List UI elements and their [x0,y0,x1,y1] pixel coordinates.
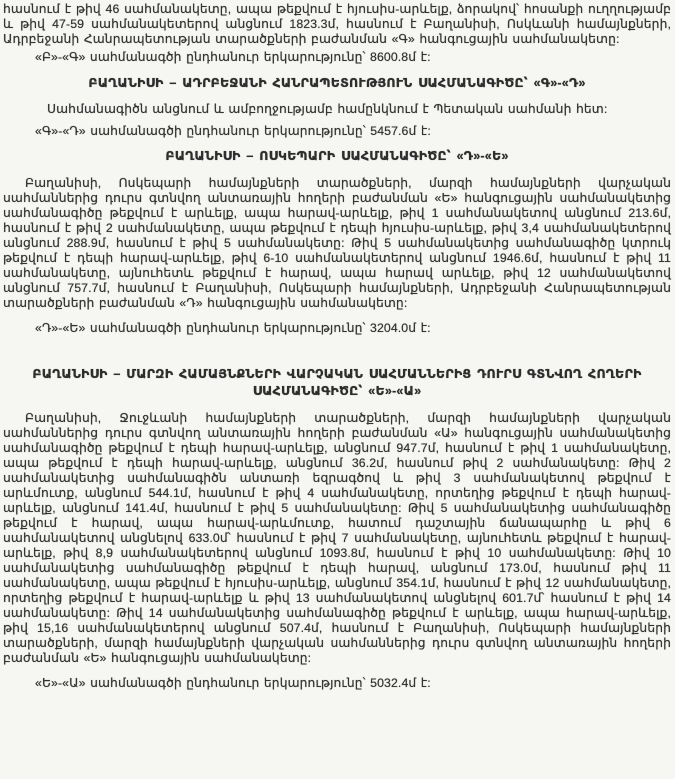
heading-baghanis-forest-lands: ԲԱՂԱՆԻՍԻ – ՄԱՐԶԻ ՀԱՄԱՅՆՔՆԵՐԻ ՎԱՐՉԱԿԱՆ ՍԱՀՄԱՆՆԵՐԻՑ ԴՈՒՐՍ ԳՏՆՎՈՂ ՀՈՂԵՐԻ ՍԱՀՄԱՆԱԳԻԾԸ՝ «Ե»-«Ա» [32,367,642,398]
voskepar-boundary-paragraph: Բաղանիսի, Ոսկեպարի համայնքների տարածքների, մարզի համայնքների վարչական սահմաններից դուրս գտնվող անտառային հողերի բաժանման «Ե» հանգուցային սահմանակետից սահմանագիծը թեքվում է արևելք, ապա հարավ-արևելք, թիվ 1 սահմանակետով անցնում 213.6մ, հասնում է թիվ 2 սահմանակետը, ապա թեքվում է դեպի հյուսիս-արևելք, թիվ 3,4 սահմանակետերով անցնում 288.9մ, հասնում է թիվ 5 սահմանակետը: Թիվ 5 սահմանակետից սահմանագիծը կտրուկ թեքվում է դեպի հարավ-արևելք, թիվ 6-10 սահմանակետերով անցնում 1946.6մ, հասնում է թիվ 11 սահմանակետը, այնուհետև թեքվում է հարավ, ապա հարավ արևելք, թիվ 12 սահմանակետով անցնում 757.7մ, հասնում է Բաղանիսի, Ոսկեպարի համայնքների, Ադրբեջանի Հանրապետության տարածքների բաժանման «Դ» հանգուցային սահմանակետը: [3,176,671,310]
forest-boundary-paragraph: Բաղանիսի, Ջուջևանի համայնքների տարածքների, մարզի համայնքների վարչական սահմաններից դուրս գտնվող անտառային հողերի բաժանման «Ա» հանգուցային սահմանակետից սահմանագիծը թեքվում է դեպի հարավ-արևելք, անցնում 947.7մ, հասնում է թիվ 1 սահմանակետը, ապա թեքվում է դեպի հարավ-արևելք, անցնում 36.2մ, հասնում թիվ 2 սահմանակետը: Թիվ 2 սահմանակետից սահմանագիծն անտառի եզրագծով և թիվ 3 սահմանակետով թեքվում է արևմուտք, անցնում 544.1մ, հասնում է թիվ 4 սահմանակետը, որտեղից թեքվում է դեպի հարավ-արևելք, անցնում 141.4մ, հասնում է թիվ 5 սահմանակետը: Թիվ 5 սահմանակետից սահմանագիծը թեքվում է հարավ, ապա հարավ-արևմուտք, հատում դաշտային ճանապարհը և թիվ 6 սահմանակետով անցնելով 633.0մ՝ հասնում է թիվ 7 սահմանակետը, այնուհետև թեքվում է հարավ-արևելք, թիվ 8,9 սահմանակետերով անցնում 1093.8մ, հասնում է թիվ 10 սահմանակետը: Թիվ 10 սահմանակետից սահմանագիծը թեքվում է դեպի հարավ, անցնում 173.0մ, հասնում թիվ 11 սահմանակետը, ապա թեքվում է հյուսիս-արևելք, անցնում 354.1մ, հասնում է թիվ 12 սահմանակետը, որտեղից թեքվում է հարավ-արևելք և թիվ 13 սահմանակետով անցնելով 601.7մ՝ հասնում է թիվ 14 սահմանակետը: Թիվ 14 սահմանակետից սահմանագիծը թեքվում է արևելք, ապա հարավ-արևելք, թիվ 15,16 սահմանակետերով անցնում 507.4մ, հասնում է Բաղանիսի, Ոսկեպարի համայնքների տարածքների, մարզի համայնքների վարչական սահմաններից դուրս գտնվող անտառային հողերի բաժանման «Ե» հանգուցային սահմանակետը: [3,411,671,665]
state-border-note: Սահմանագիծն անցնում և ամբողջությամբ համընկնում է Պետական սահմանի հետ: [47,102,608,116]
gd-total-length-line: «Գ»-«Դ» սահմանագծի ընդհանուր երկարությունը՝ 5457.6մ է: [35,124,431,138]
heading-baghanis-voskepar: ԲԱՂԱՆԻՍԻ – ՈՍԿԵՊԱՐԻ ՍԱՀՄԱՆԱԳԻԾԸ՝ «Դ»-«Ե» [165,149,509,163]
heading-baghanis-azerbaijan: ԲԱՂԱՆԻՍԻ – ԱԴՐԲԵՋԱՆԻ ՀԱՆՐԱՊԵՏՈՒԹՅՈՒՆ ՍԱՀՄԱՆԱԳԻԾԸ՝ «Գ»-«Դ» [88,76,586,90]
ea-total-length-line: «Ե»-«Ա» սահմանագծի ընդհանուր երկարությունը՝ 5032.4մ է: [35,676,431,690]
bg-total-length-line: «Բ»-«Գ» սահմանագծի ընդհանուր երկարությունը՝ 8600.8մ է: [35,50,431,64]
intro-boundary-paragraph: հասնում է թիվ 46 սահմանակետը, ապա թեքվում է հյուսիս-արևելք, ձորակով՝ հոսանքի ուղղությամբ և թիվ 47-59 սահմանակետերով անցնում 1823.3մ, հասնում է Բաղանիսի, Ոսկևանի համայնքների, Ադրբեջանի Հանրապետության տարածքների բաժանման «Գ» հանգուցային սահմանակետը: [3,2,671,46]
de-total-length-line: «Դ»-«Ե» սահմանագծի ընդհանուր երկարությունը՝ 3204.0մ է: [35,321,431,335]
